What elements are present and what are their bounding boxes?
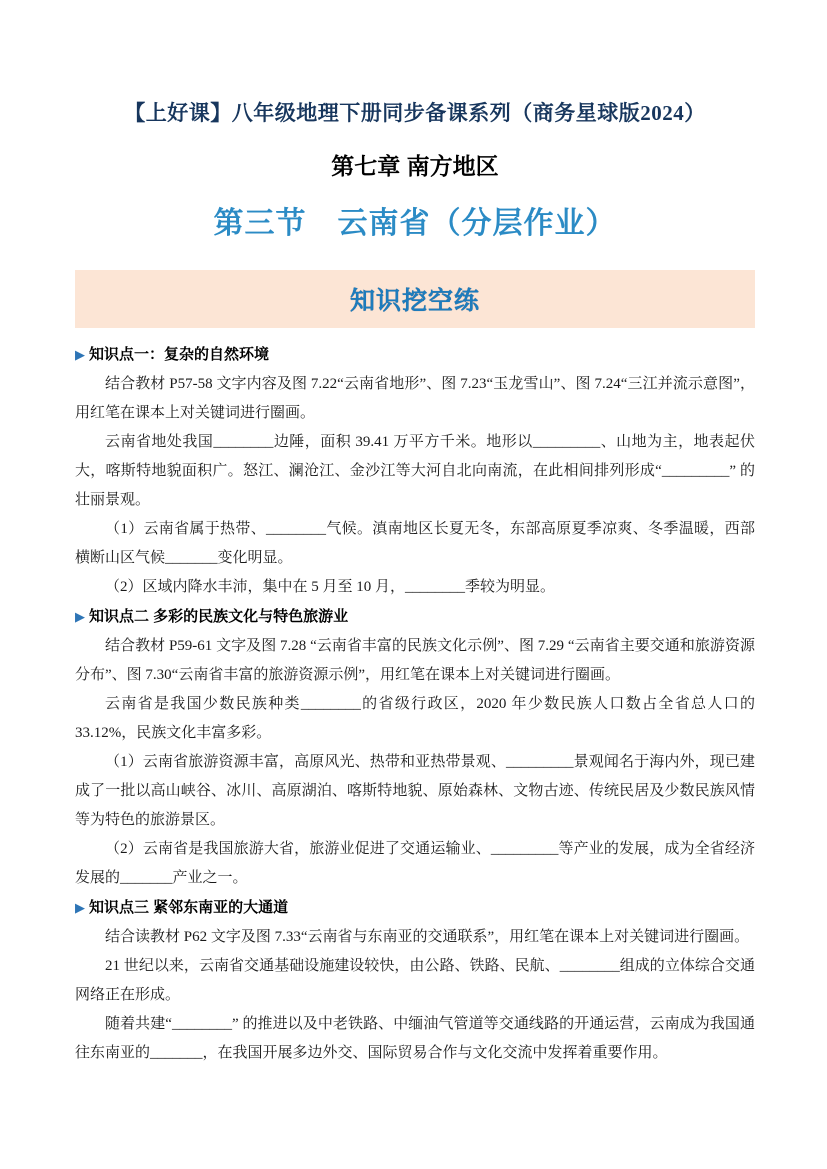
worksheet-content bbox=[75, 340, 755, 1068]
knowledge-point-2-title: 知识点二 多彩的民族文化与特色旅游业 bbox=[89, 608, 349, 625]
triangle-bullet-icon: ▶ bbox=[75, 348, 85, 363]
paragraph-with-blanks: 21 世纪以来，云南省交通基础设施建设较快，由公路、铁路、民航、________组成的立体综合交通网络正在形成。 bbox=[75, 958, 755, 1003]
banner-title: 知识挖空练 bbox=[349, 288, 480, 315]
paragraph: 结合教材 P57-58 文字内容及图 7.22“云南省地形”、图 7.23“玉龙雪山”、图 7.24“三江并流示意图”，用红笔在课本上对关键词进行圈画。 bbox=[75, 376, 755, 421]
paragraph-with-blanks: （1）云南省属于热带、________气候。滇南地区长夏无冬，东部高原夏季凉爽、冬季温暖，西部横断山区气候_______变化明显。 bbox=[75, 521, 755, 566]
knowledge-point-1-title: 知识点一：复杂的自然环境 bbox=[89, 346, 270, 363]
series-title: 【上好课】八年级地理下册同步备课系列（商务星球版2024） bbox=[124, 101, 706, 125]
paragraph-with-blanks: 云南省是我国少数民族种类________的省级行政区，2020 年少数民族人口数占全省总人口的 33.12%，民族文化丰富多彩。 bbox=[75, 696, 755, 741]
paragraph-with-blanks: （1）云南省旅游资源丰富，高原风光、热带和亚热带景观、_________景观闻名于海内外，现已建成了一批以高山峡谷、冰川、高原湖泊、喀斯特地貌、原始森林、文物古迹、传统民居及少数民族风情等为特色的旅游景区。 bbox=[75, 754, 755, 828]
paragraph: 结合教材 P59-61 文字及图 7.28 “云南省丰富的民族文化示例”、图 7.29 “云南省主要交通和旅游资源分布”、图 7.30“云南省丰富的旅游资源示例”，用红笔在课本上对关键词进行圈画。 bbox=[75, 638, 755, 683]
triangle-bullet-icon: ▶ bbox=[75, 610, 85, 625]
paragraph-with-blanks: （2）云南省是我国旅游大省，旅游业促进了交通运输业、_________等产业的发展，成为全省经济发展的_______产业之一。 bbox=[75, 841, 755, 886]
knowledge-drill-banner bbox=[75, 270, 755, 328]
knowledge-point-3-title: 知识点三 紧邻东南亚的大通道 bbox=[89, 899, 289, 916]
paragraph-with-blanks: 云南省地处我国________边陲，面积 39.41 万平方千米。地形以_________、山地为主，地表起伏大，喀斯特地貌面积广。怒江、澜沧江、金沙江等大河自北向南流，在此相间排列形成“_________” 的壮丽景观。 bbox=[75, 434, 755, 508]
triangle-bullet-icon: ▶ bbox=[75, 901, 85, 916]
paragraph-with-blanks: （2）区域内降水丰沛，集中在 5 月至 10 月，________季较为明显。 bbox=[105, 579, 556, 595]
knowledge-point-1-heading bbox=[75, 340, 755, 370]
chapter-title: 第七章 南方地区 bbox=[331, 153, 499, 179]
paragraph-with-blanks: 随着共建“________” 的推进以及中老铁路、中缅油气管道等交通线路的开通运营，云南成为我国通往东南亚的_______，在我国开展多边外交、国际贸易合作与文化交流中发挥着重要作用。 bbox=[75, 1016, 755, 1061]
knowledge-point-2-heading bbox=[75, 602, 755, 632]
knowledge-point-3-heading bbox=[75, 893, 755, 923]
section-title: 第三节 云南省（分层作业） bbox=[213, 207, 617, 240]
paragraph: 结合读教材 P62 文字及图 7.33“云南省与东南亚的交通联系”，用红笔在课本上对关键词进行圈画。 bbox=[105, 929, 750, 945]
